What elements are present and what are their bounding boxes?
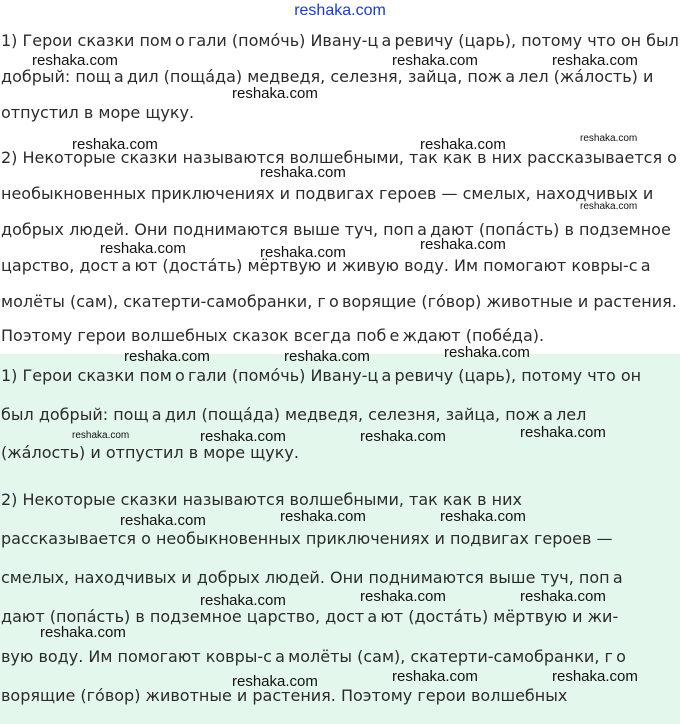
text-line: 2) Некоторые сказки называются волшебными, так как в них рассказывается о — [1, 148, 677, 167]
text-line: добрых людей. Они поднимаются выше туч, поп а дают (попа́сть) в подземное — [1, 220, 671, 239]
watermark: reshaka.com — [284, 348, 370, 365]
watermark: reshaka.com — [392, 52, 478, 69]
watermark: reshaka.com — [72, 430, 130, 441]
text-line: отпустил в море щуку. — [1, 103, 195, 122]
text-line: вую воду. Им помогают ковры-с а молёты (сам), скатерти-самобранки, г о — [1, 647, 626, 666]
watermark: reshaka.com — [420, 236, 506, 253]
text-line: ворящие (го́вор) животные и растения. Поэтому герои волшебных — [1, 686, 568, 705]
watermark: reshaka.com — [580, 201, 638, 212]
watermark: reshaka.com — [232, 85, 318, 102]
text-line: (жа́лость) и отпустил в море щуку. — [1, 443, 299, 462]
text-line: 1) Герои сказки пом о гали (помо́чь) Ивану-ц а ревичу (царь), потому что он был — [1, 31, 679, 50]
text-line: был добрый: пощ а дил (поща́да) медведя, селезня, зайца, пож а лел — [1, 405, 587, 424]
watermark: reshaka.com — [72, 136, 158, 153]
watermark: reshaka.com — [200, 592, 286, 609]
watermark: reshaka.com — [124, 348, 210, 365]
text-line: 2) Некоторые сказки называются волшебными, так как в них — [1, 490, 522, 509]
watermark: reshaka.com — [232, 673, 318, 690]
text-line: смелых, находчивых и добрых людей. Они поднимаются выше туч, поп а — [1, 568, 623, 587]
watermark: reshaka.com — [552, 52, 638, 69]
watermark: reshaka.com — [120, 512, 206, 529]
watermark: reshaka.com — [520, 588, 606, 605]
text-line: необыкновенных приключениях и подвигах героев — смелых, находчивых и — [1, 184, 654, 203]
watermark: reshaka.com — [260, 244, 346, 261]
site-header[interactable]: reshaka.com — [294, 2, 386, 19]
watermark: reshaka.com — [32, 52, 118, 69]
watermark: reshaka.com — [552, 668, 638, 685]
watermark: reshaka.com — [260, 164, 346, 181]
watermark: reshaka.com — [100, 240, 186, 257]
watermark: reshaka.com — [280, 508, 366, 525]
watermark: reshaka.com — [580, 133, 638, 144]
text-line: царство, дост а ют (доста́ть) мёртвую и живую воду. Им помогают ковры-с а — [1, 256, 651, 275]
watermark: reshaka.com — [392, 668, 478, 685]
watermark: reshaka.com — [360, 428, 446, 445]
watermark: reshaka.com — [520, 424, 606, 441]
watermark: reshaka.com — [200, 428, 286, 445]
text-line: Поэтому герои волшебных сказок всегда поб е ждают (побе́да). — [1, 326, 545, 345]
watermark: reshaka.com — [440, 508, 526, 525]
text-line: 1) Герои сказки пом о гали (помо́чь) Ивану-ц а ревичу (царь), потому что он — [1, 366, 642, 385]
watermark: reshaka.com — [360, 588, 446, 605]
watermark: reshaka.com — [444, 344, 530, 361]
text-line: дают (попа́сть) в подземное царство, дост а ют (доста́ть) мёртвую и жи- — [1, 607, 619, 626]
watermark: reshaka.com — [420, 136, 506, 153]
text-line: молёты (сам), скатерти-самобранки, г о ворящие (го́вор) животные и растения. — [1, 292, 677, 311]
text-line: добрый: пощ а дил (поща́да) медведя, селезня, зайца, пож а лел (жа́лость) и — [1, 67, 654, 86]
watermark: reshaka.com — [40, 624, 126, 641]
text-line: рассказывается о необыкновенных приключениях и подвигах героев — — [1, 529, 613, 548]
